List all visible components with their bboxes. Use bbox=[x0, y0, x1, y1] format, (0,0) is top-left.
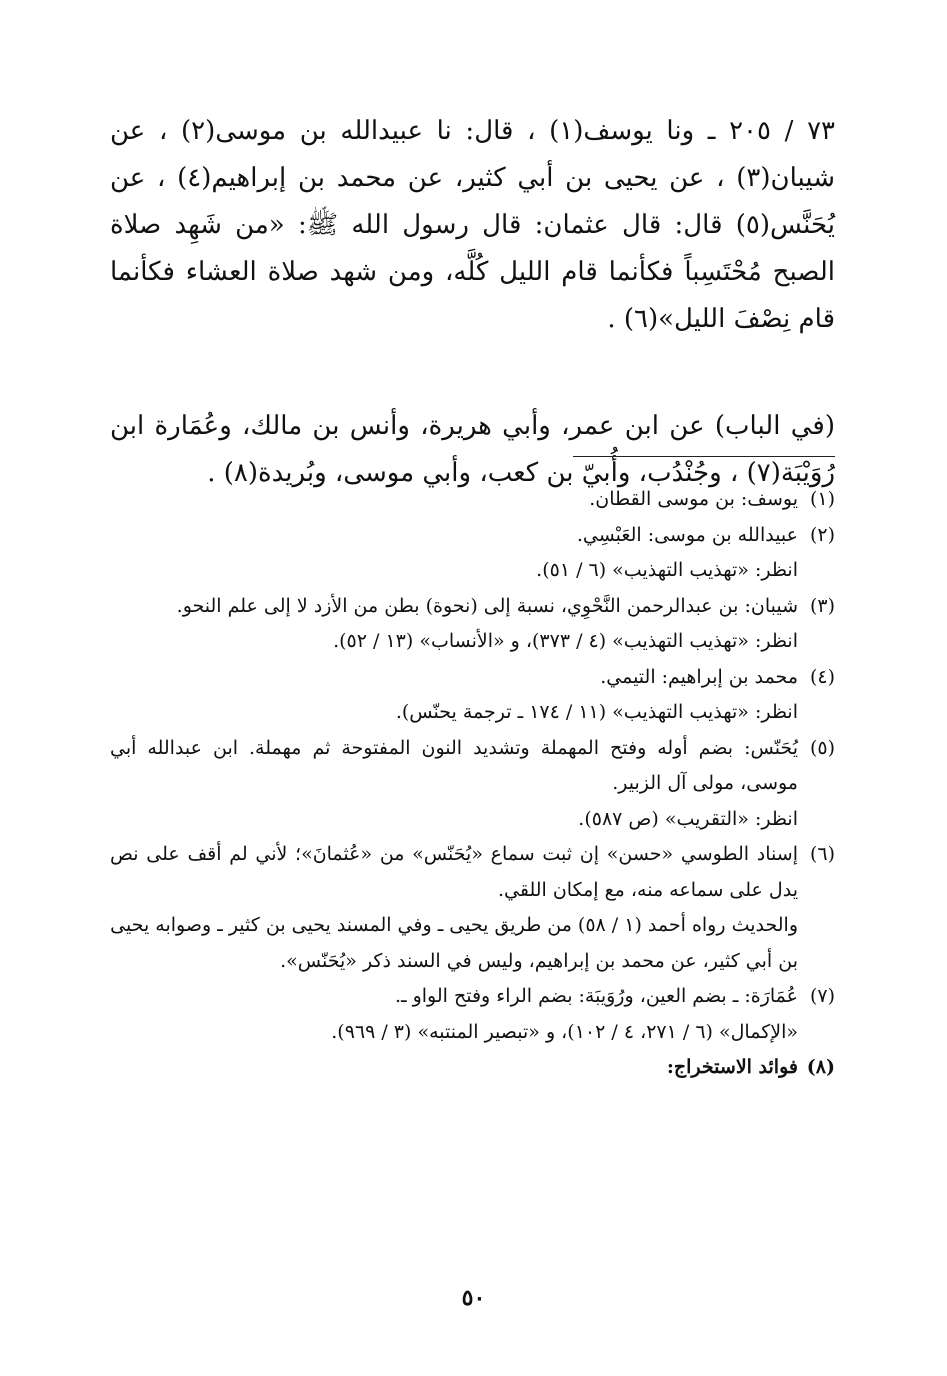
footnote-text: إسناد الطوسي «حسن» إن ثبت سماع «يُحَنّس» من «عُثمانَ»؛ لأني لم أقف على نص يدل على سماعه منه، مع إمكان اللقي. bbox=[110, 843, 798, 901]
main-text bbox=[110, 108, 835, 497]
footnote-number: (٣) bbox=[809, 594, 835, 617]
footnote-text: محمد بن إبراهيم: التيمي. bbox=[600, 665, 798, 688]
footnote-8 bbox=[110, 1050, 835, 1086]
footnote-6-continuation: والحديث رواه أحمد (١ / ٥٨) من طريق يحيى ـ وفي المسند يحيى بن كثير ـ وصوابه يحيى بن أبي كثير، عن محمد بن إبراهيم، وليس في السند ذكر «يُحَنّس». bbox=[110, 914, 798, 972]
footnote-1 bbox=[110, 482, 835, 518]
footnote-number: (٦) bbox=[809, 843, 835, 865]
footnote-2-reference: انظر: «تهذيب التهذيب» (٦ / ٥١). bbox=[536, 559, 798, 581]
footnote-number: (٧) bbox=[809, 985, 835, 1007]
footnote-4 bbox=[110, 660, 835, 696]
hadith-paragraph: ٧٣ / ٢٠٥ ـ ونا يوسف(١) ، قال: نا عبيدالله بن موسى(٢) ، عن شيبان(٣) ، عن يحيى بن أبي كثير، عن محمد بن إبراهيم(٤) ، عن يُحَنَّس(٥) قال: قال عثمان: قال رسول الله ﷺ: «من شَهِد صلاة الصبح مُحْتَسِباً فكأنما قام الليل كُلَّه، ومن شهد صلاة العشاء فكأنما قام نِصْفَ الليل»(٦) . bbox=[110, 116, 836, 334]
footnote-2 bbox=[110, 518, 835, 554]
footnote-number: (٨) bbox=[806, 1056, 835, 1078]
footnote-6 bbox=[110, 837, 835, 908]
footnote-heading: فوائد الاستخراج: bbox=[666, 1056, 798, 1078]
footnote-3 bbox=[110, 589, 835, 625]
bab-paragraph: (في الباب) عن ابن عمر، وأبي هريرة، وأنس بن مالك، وعُمَارة ابن رُوَيْبَة(٧) ، وجُنْدُب، وأُبيّ بن كعب، وأبي موسى، وبُريدة(٨) . bbox=[110, 411, 835, 488]
footnote-text: يوسف: بن موسى القطان. bbox=[589, 488, 798, 510]
footnote-5 bbox=[110, 731, 835, 802]
footnote-text: شيبان: بن عبدالرحمن النَّحْوِي، نسبة إلى (نحوة) بطن من الأزد لا إلى علم النحو. bbox=[176, 594, 798, 617]
footnote-7 bbox=[110, 979, 835, 1015]
footnote-separator bbox=[573, 456, 835, 457]
footnote-text: عُمَارَة: ـ بضم العين، ورُوَيبَة: بضم الراء وفتح الواو ـ. bbox=[394, 985, 798, 1007]
footnote-7-reference: «الإكمال» (٦ / ٢٧١، ٤ / ١٠٢)، و «تبصير المنتبه» (٣ / ٩٦٩). bbox=[331, 1020, 798, 1043]
footnote-number: (٢) bbox=[809, 523, 835, 546]
footnote-text: عبيدالله بن موسى: العَبْسِي. bbox=[576, 523, 798, 546]
footnote-number: (٥) bbox=[809, 736, 835, 759]
footnote-4-reference: انظر: «تهذيب التهذيب» (١١ / ١٧٤ ـ ترجمة يحنّس). bbox=[395, 701, 798, 723]
footnote-number: (١) bbox=[809, 488, 835, 510]
footnotes bbox=[110, 482, 835, 1086]
footnote-text: يُحَنّس: بضم أوله وفتح المهملة وتشديد النون المفتوحة ثم مهملة. ابن عبدالله أبي موسى، مولى آل الزبير. bbox=[110, 736, 798, 794]
footnote-5-reference: انظر: «التقريب» (ص ٥٨٧). bbox=[578, 807, 798, 830]
footnote-number: (٤) bbox=[809, 665, 835, 688]
page-number: ٥٠ bbox=[461, 1285, 486, 1311]
footnote-3-reference: انظر: «تهذيب التهذيب» (٤ / ٣٧٣)، و «الأنساب» (١٣ / ٥٢). bbox=[333, 630, 798, 652]
